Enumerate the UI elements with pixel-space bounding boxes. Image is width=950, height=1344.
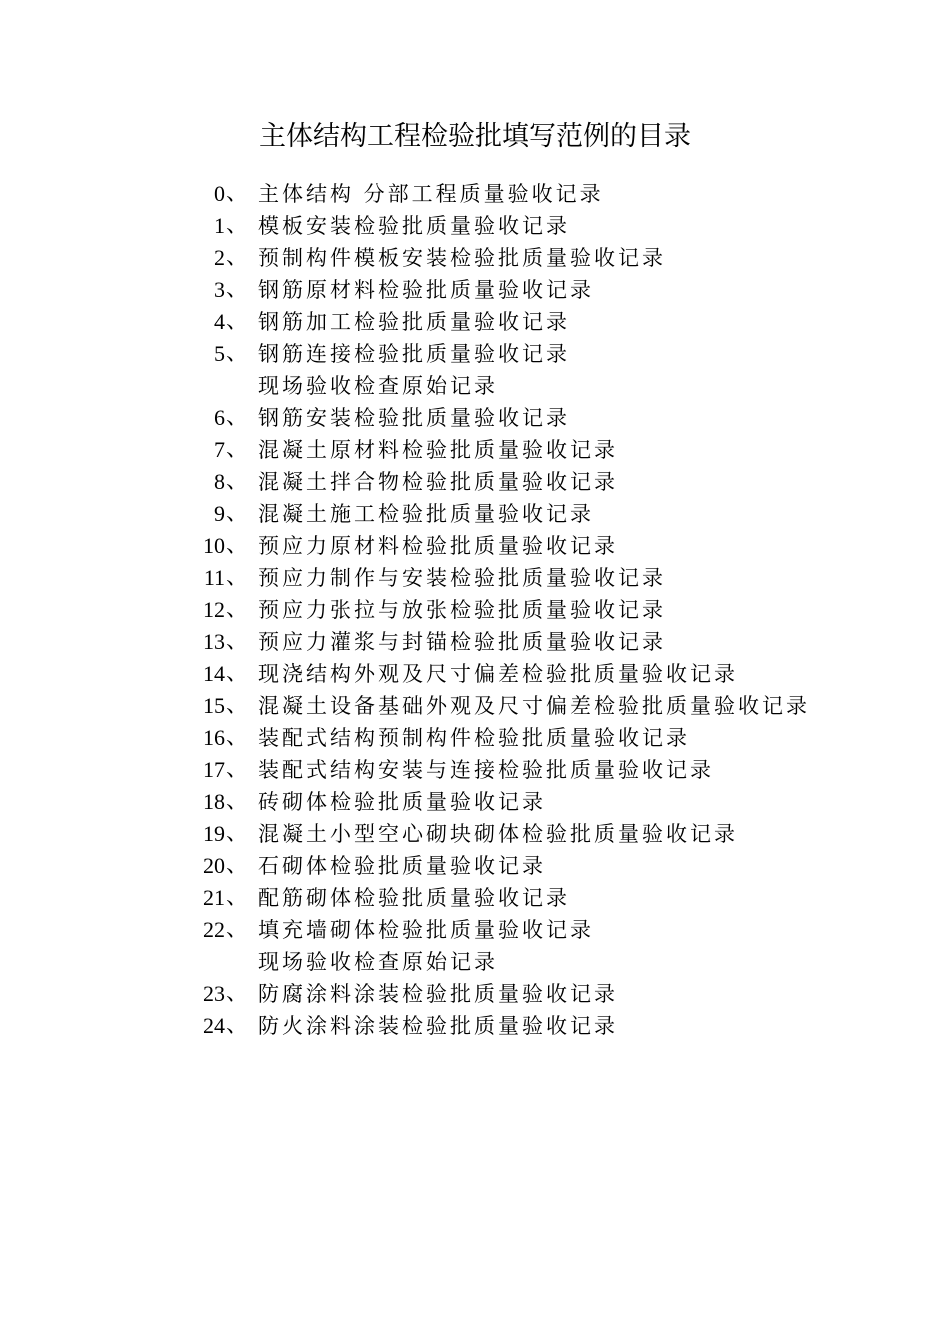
toc-item-number: 7 (214, 437, 225, 462)
toc-item-separator: 、 (226, 853, 249, 878)
toc-item-text: 现场验收检查原始记录 (258, 950, 498, 974)
toc-item-number: 1 (214, 213, 225, 238)
toc-item-text: 模板安装检验批质量验收记录 (258, 214, 570, 238)
toc-item-number: 12 (203, 597, 225, 622)
toc-item-text: 防火涂料涂装检验批质量验收记录 (258, 1014, 618, 1038)
toc-item (0, 786, 950, 818)
toc-item-text: 石砌体检验批质量验收记录 (258, 854, 546, 878)
toc-item-number: 0 (214, 181, 225, 206)
toc-item-text: 钢筋加工检验批质量验收记录 (258, 310, 570, 334)
toc-item-text: 混凝土小型空心砌块砌体检验批质量验收记录 (258, 822, 738, 846)
toc-item-separator: 、 (226, 213, 249, 238)
toc-item-separator: 、 (226, 181, 249, 206)
toc-item (0, 818, 950, 850)
toc-item-number: 17 (203, 757, 225, 782)
table-of-contents (0, 178, 950, 1042)
toc-item-text: 预应力制作与安装检验批质量验收记录 (258, 566, 666, 590)
toc-item-separator: 、 (226, 469, 249, 494)
toc-item (0, 850, 950, 882)
toc-item-number: 10 (203, 533, 225, 558)
toc-item-separator: 、 (226, 885, 249, 910)
toc-item-number: 19 (203, 821, 225, 846)
toc-item-number: 13 (203, 629, 225, 654)
toc-item (0, 754, 950, 786)
toc-item-separator: 、 (226, 533, 249, 558)
toc-item-separator: 、 (226, 1013, 249, 1038)
toc-item (0, 498, 950, 530)
toc-item-text: 现场验收检查原始记录 (258, 374, 498, 398)
document-title: 主体结构工程检验批填写范例的目录 (259, 121, 691, 152)
toc-item-separator: 、 (226, 501, 249, 526)
toc-item (0, 594, 950, 626)
toc-item-number: 20 (203, 853, 225, 878)
toc-item (0, 914, 950, 946)
toc-item-text: 装配式结构预制构件检验批质量验收记录 (258, 726, 690, 750)
toc-item-separator: 、 (226, 405, 249, 430)
toc-subitem (0, 370, 950, 402)
toc-item (0, 882, 950, 914)
toc-item (0, 626, 950, 658)
toc-item-number: 14 (203, 661, 225, 686)
toc-item-number: 18 (203, 789, 225, 814)
toc-item-text: 混凝土设备基础外观及尺寸偏差检验批质量验收记录 (258, 694, 810, 718)
toc-item (0, 274, 950, 306)
toc-item (0, 402, 950, 434)
toc-item-number: 5 (214, 341, 225, 366)
toc-item-number: 15 (203, 693, 225, 718)
toc-item-text: 现浇结构外观及尺寸偏差检验批质量验收记录 (258, 662, 738, 686)
toc-item-separator: 、 (226, 597, 249, 622)
toc-item (0, 434, 950, 466)
toc-item-separator: 、 (226, 341, 249, 366)
toc-item (0, 242, 950, 274)
toc-item (0, 210, 950, 242)
toc-item (0, 722, 950, 754)
toc-item-separator: 、 (226, 629, 249, 654)
toc-item (0, 1010, 950, 1042)
toc-item-text: 配筋砌体检验批质量验收记录 (258, 886, 570, 910)
toc-item (0, 530, 950, 562)
toc-item (0, 978, 950, 1010)
toc-item-separator: 、 (226, 309, 249, 334)
toc-item-text: 混凝土拌合物检验批质量验收记录 (258, 470, 618, 494)
toc-item-text: 预应力张拉与放张检验批质量验收记录 (258, 598, 666, 622)
toc-item-text: 钢筋原材料检验批质量验收记录 (258, 278, 594, 302)
toc-item (0, 658, 950, 690)
toc-item-separator: 、 (226, 981, 249, 1006)
toc-item-separator: 、 (226, 245, 249, 270)
toc-item-number: 21 (203, 885, 225, 910)
toc-item (0, 690, 950, 722)
toc-item-number: 2 (214, 245, 225, 270)
toc-item (0, 562, 950, 594)
toc-item-text: 砖砌体检验批质量验收记录 (258, 790, 546, 814)
toc-item-separator: 、 (226, 277, 249, 302)
toc-item-number: 22 (203, 917, 225, 942)
toc-item-text: 防腐涂料涂装检验批质量验收记录 (258, 982, 618, 1006)
toc-item-text: 钢筋安装检验批质量验收记录 (258, 406, 570, 430)
toc-item-number: 23 (203, 981, 225, 1006)
toc-item-number: 3 (214, 277, 225, 302)
toc-item-number: 6 (214, 405, 225, 430)
toc-item-number: 9 (214, 501, 225, 526)
toc-item-text: 填充墙砌体检验批质量验收记录 (258, 918, 594, 942)
toc-item-text: 主体结构 分部工程质量验收记录 (258, 182, 604, 206)
toc-item-separator: 、 (226, 661, 249, 686)
toc-item-separator: 、 (226, 693, 249, 718)
toc-item-text: 混凝土施工检验批质量验收记录 (258, 502, 594, 526)
toc-item-text: 预应力原材料检验批质量验收记录 (258, 534, 618, 558)
toc-item-text: 钢筋连接检验批质量验收记录 (258, 342, 570, 366)
toc-item-separator: 、 (226, 565, 249, 590)
toc-item-separator: 、 (226, 789, 249, 814)
toc-item-number: 16 (203, 725, 225, 750)
toc-item (0, 466, 950, 498)
toc-item-text: 预应力灌浆与封锚检验批质量验收记录 (258, 630, 666, 654)
toc-item-separator: 、 (226, 725, 249, 750)
toc-item (0, 338, 950, 370)
toc-item-separator: 、 (226, 437, 249, 462)
toc-item-separator: 、 (226, 821, 249, 846)
toc-subitem (0, 946, 950, 978)
toc-item (0, 178, 950, 210)
toc-item-number: 4 (214, 309, 225, 334)
toc-item-number: 11 (203, 565, 225, 590)
toc-item-text: 装配式结构安装与连接检验批质量验收记录 (258, 758, 714, 782)
toc-item-separator: 、 (226, 757, 249, 782)
toc-item-text: 混凝土原材料检验批质量验收记录 (258, 438, 618, 462)
toc-item-number: 8 (214, 469, 225, 494)
toc-item-number: 24 (203, 1013, 225, 1038)
toc-item (0, 306, 950, 338)
toc-item-separator: 、 (226, 917, 249, 942)
toc-item-text: 预制构件模板安装检验批质量验收记录 (258, 246, 666, 270)
